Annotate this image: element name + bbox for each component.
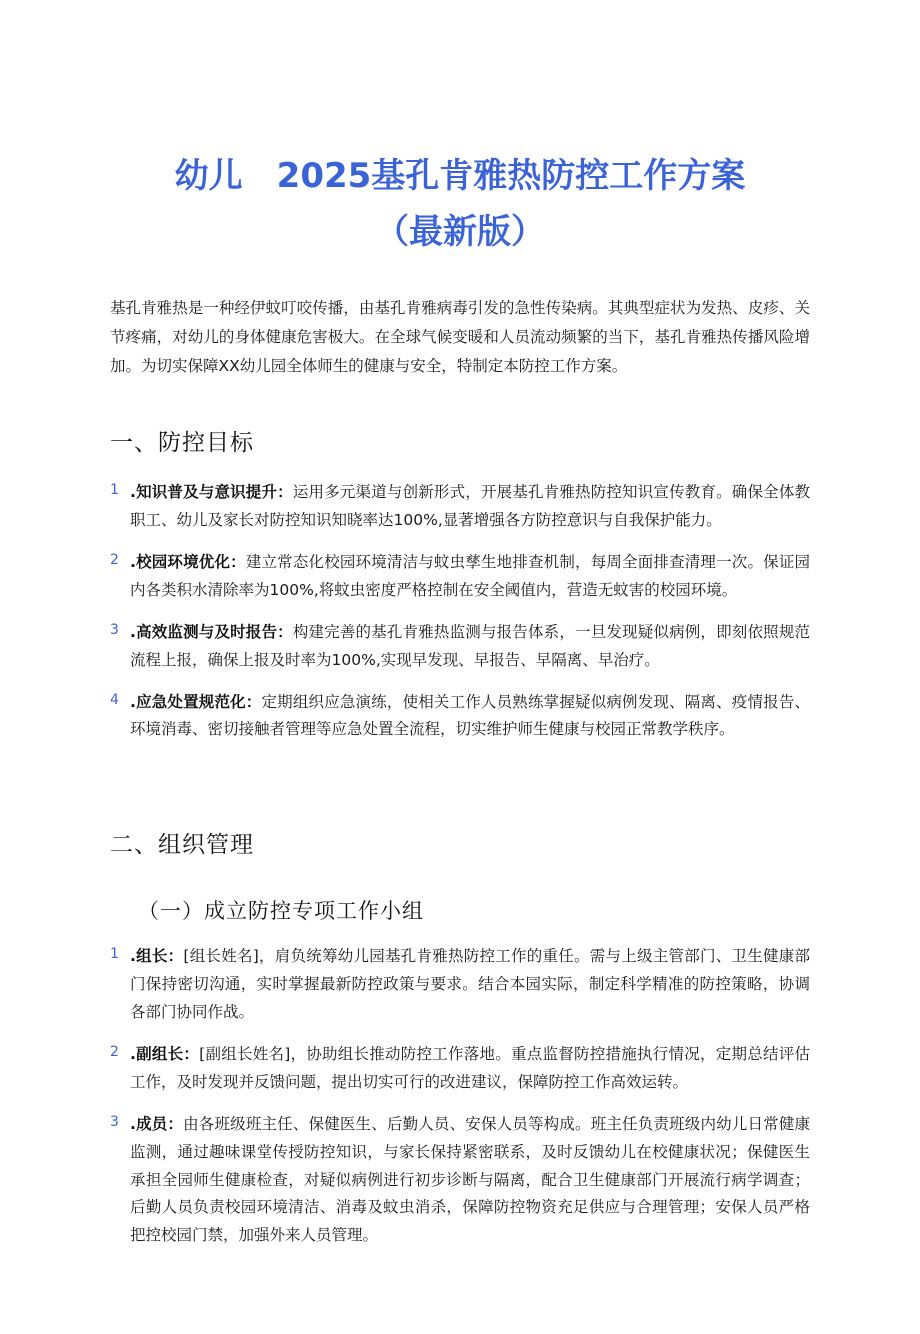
list-item-text — [130, 479, 810, 535]
list-item — [110, 943, 810, 1027]
list-item-detail: 定期组织应急演练，使相关工作人员熟练掌握疑似病例发现、隔离、疫情报告、环境消毒、密切接触者管理等应急处置全流程，切实维护师生健康与校园正常教学秩序。 — [130, 692, 810, 739]
list-item-detail: [组长姓名]，肩负统筹幼儿园基孔肯雅热防控工作的重任。需与上级主管部门、卫生健康部门保持密切沟通，实时掌握最新防控政策与要求。结合本园实际，制定科学精准的防控策略，协调各部门协同作战。 — [130, 947, 810, 1022]
list-item-lead: .校园环境优化： — [130, 552, 246, 571]
list-item — [110, 619, 810, 675]
list-item-number: 3 — [110, 621, 119, 638]
list-item-text — [130, 1111, 810, 1250]
list-item-text — [130, 619, 810, 675]
list-item-number: 1 — [110, 482, 119, 499]
list-item-detail: [副组长姓名]，协助组长推动防控工作落地。重点监督防控措施执行情况，定期总结评估工作，及时发现并反馈问题，提出切实可行的改进建议，保障防控工作高效运转。 — [130, 1045, 810, 1091]
section-heading-organization-management: 二、组织管理 — [110, 832, 254, 859]
list-item-lead: .应急处置规范化： — [130, 692, 262, 711]
section-spacer — [110, 758, 810, 784]
title-line-2: （最新版） — [375, 212, 545, 253]
sub-heading-working-group: （一）成立防控专项工作小组 — [138, 899, 424, 924]
list-item-lead: .成员： — [130, 1114, 184, 1133]
list-item-detail: 运用多元渠道与创新形式，开展基孔肯雅热防控知识宣传教育。确保全体教职工、幼儿及家长对防控知识知晓率达100%,显著增强各方防控意识与自我保护能力。 — [130, 483, 810, 530]
list-item-number: 1 — [110, 946, 119, 963]
page-title — [110, 148, 810, 260]
list-item-number: 3 — [110, 1113, 119, 1130]
intro-paragraph: 基孔肯雅热是一种经伊蚊叮咬传播，由基孔肯雅病毒引发的急性传染病。其典型症状为发热、皮疹、关节疼痛，对幼儿的身体健康危害极大。在全球气候变暖和人员流动频繁的当下，基孔肯雅热传播风险增加。为切实保障XX幼儿园全体师生的健康与安全，特制定本防控工作方案。 — [110, 299, 810, 375]
list-item-number: 4 — [110, 691, 119, 708]
list-item — [110, 479, 810, 535]
list-item-number: 2 — [110, 1044, 119, 1060]
list-item-lead: .组长： — [130, 947, 184, 966]
list-item-text — [130, 1041, 810, 1097]
list-item-text — [130, 689, 810, 745]
list-item — [110, 549, 810, 605]
list-item-detail: 构建完善的基孔肯雅热监测与报告体系，一旦发现疑似病例，即刻依照规范流程上报，确保上报及时率为100%,实现早发现、早报告、早隔离、早治疗。 — [130, 622, 810, 669]
section2-item-list — [110, 943, 810, 1250]
list-item-lead: .知识普及与意识提升： — [130, 483, 293, 502]
list-item-detail: 由各班级班主任、保健医生、后勤人员、安保人员等构成。班主任负责班级内幼儿日常健康监测，通过趣味课堂传授防控知识，与家长保持紧密联系，及时反馈幼儿在校健康状况；保健医生承担全园师生健康检查，对疑似病例进行初步诊断与隔离，配合卫生健康部门开展流行病学调查；后勤人员负责校园环境清洁、消毒及蚊虫消杀，保障防控物资充足供应与合理管理；安保人员严格把控校园门禁，加强外来人员管理。 — [130, 1114, 810, 1245]
list-item-text — [130, 943, 810, 1027]
list-item — [110, 689, 810, 745]
list-item-lead: .副组长： — [130, 1045, 200, 1063]
section1-item-list — [110, 479, 810, 744]
list-item — [110, 1111, 810, 1250]
list-item-detail: 建立常态化校园环境清洁与蚊虫孳生地排查机制，每周全面排查清理一次。保证园内各类积水清除率为100%,将蚊虫密度严格控制在安全阈值内，营造无蚊害的校园环境。 — [130, 552, 810, 599]
list-item-number: 2 — [110, 551, 119, 568]
section-heading-prevention-goals: 一、防控目标 — [110, 430, 254, 457]
list-item-lead: .高效监测与及时报告： — [130, 622, 293, 641]
list-item — [110, 1041, 810, 1097]
list-item-text — [130, 549, 810, 605]
title-line-1: 幼儿 2025基孔肯雅热防控工作方案 — [174, 156, 746, 196]
